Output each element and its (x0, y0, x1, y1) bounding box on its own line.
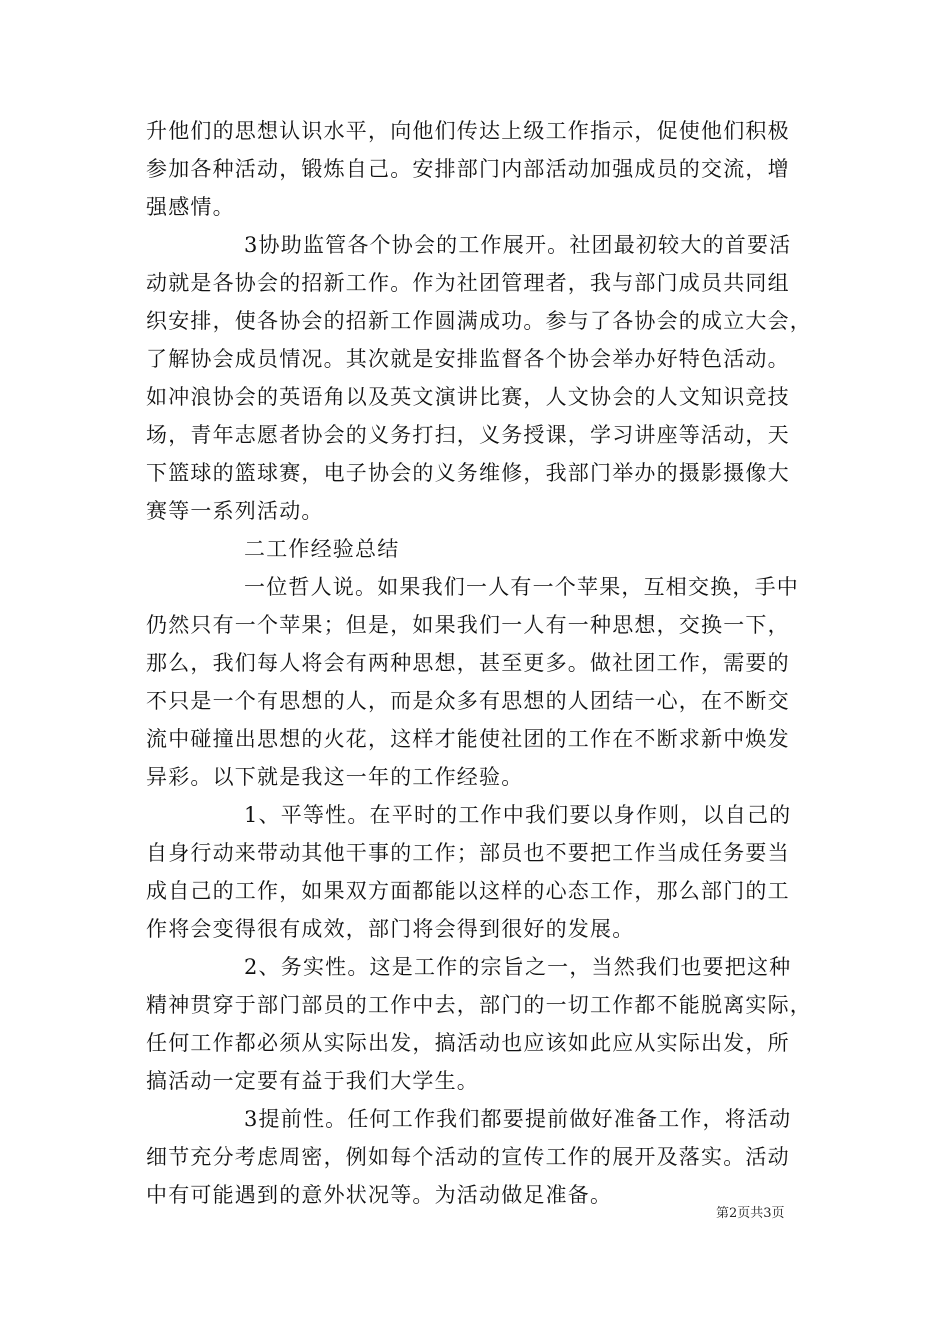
text-line: 精神贯穿于部门部员的工作中去，部门的一切工作都不能脱离实际， (146, 993, 812, 1017)
text-line: 1、平等性。在平时的工作中我们要以身作则，以自己的 (244, 803, 792, 827)
text-line: 赛等一系列活动。 (146, 499, 324, 523)
text-line: 仍然只有一个苹果；但是，如果我们一人有一种思想，交换一下， (146, 613, 790, 637)
text-line: 异彩。以下就是我这一年的工作经验。 (146, 765, 524, 789)
text-line: 场，青年志愿者协会的义务打扫，义务授课，学习讲座等活动，天 (146, 423, 790, 447)
text-line: 中有可能遇到的意外状况等。为活动做足准备。 (146, 1183, 613, 1207)
text-line: 搞活动一定要有益于我们大学生。 (146, 1069, 479, 1093)
text-line: 了解协会成员情况。其次就是安排监督各个协会举办好特色活动。 (146, 347, 790, 371)
text-line: 不只是一个有思想的人，而是众多有思想的人团结一心，在不断交 (146, 689, 790, 713)
text-line: 那么，我们每人将会有两种思想，甚至更多。做社团工作，需要的 (146, 651, 790, 675)
text-line: 流中碰撞出思想的火花，这样才能使社团的工作在不断求新中焕发 (146, 727, 790, 751)
page-number: 第2页共3页 (716, 1206, 785, 1221)
text-line: 强感情。 (146, 195, 235, 219)
text-line: 3提前性。任何工作我们都要提前做好准备工作，将活动 (244, 1107, 792, 1131)
text-line: 升他们的思想认识水平，向他们传达上级工作指示，促使他们积极 (146, 119, 790, 143)
text-line: 自身行动来带动其他干事的工作；部员也不要把工作当成任务要当 (146, 841, 790, 865)
text-line: 动就是各协会的招新工作。作为社团管理者，我与部门成员共同组 (146, 271, 790, 295)
text-line: 一位哲人说。如果我们一人有一个苹果，互相交换，手中 (244, 575, 799, 599)
text-line: 织安排，使各协会的招新工作圆满成功。参与了各协会的成立大会， (146, 309, 812, 333)
text-line: 如冲浪协会的英语角以及英文演讲比赛，人文协会的人文知识竞技 (146, 385, 790, 409)
body-text (146, 112, 812, 1214)
text-line: 下篮球的篮球赛，电子协会的义务维修，我部门举办的摄影摄像大 (146, 461, 790, 485)
text-line: 任何工作都必须从实际出发，搞活动也应该如此应从实际出发，所 (146, 1031, 790, 1055)
text-line: 参加各种活动，锻炼自己。安排部门内部活动加强成员的交流，增 (146, 157, 790, 181)
text-line: 二工作经验总结 (244, 537, 400, 561)
text-line: 细节充分考虑周密，例如每个活动的宣传工作的展开及落实。活动 (146, 1145, 790, 1169)
text-line: 3协助监管各个协会的工作展开。社团最初较大的首要活 (244, 233, 792, 257)
text-line: 作将会变得很有成效，部门将会得到很好的发展。 (146, 917, 635, 941)
text-line: 2、务实性。这是工作的宗旨之一，当然我们也要把这种 (244, 955, 792, 979)
text-line: 成自己的工作，如果双方面都能以这样的心态工作，那么部门的工 (146, 879, 790, 903)
